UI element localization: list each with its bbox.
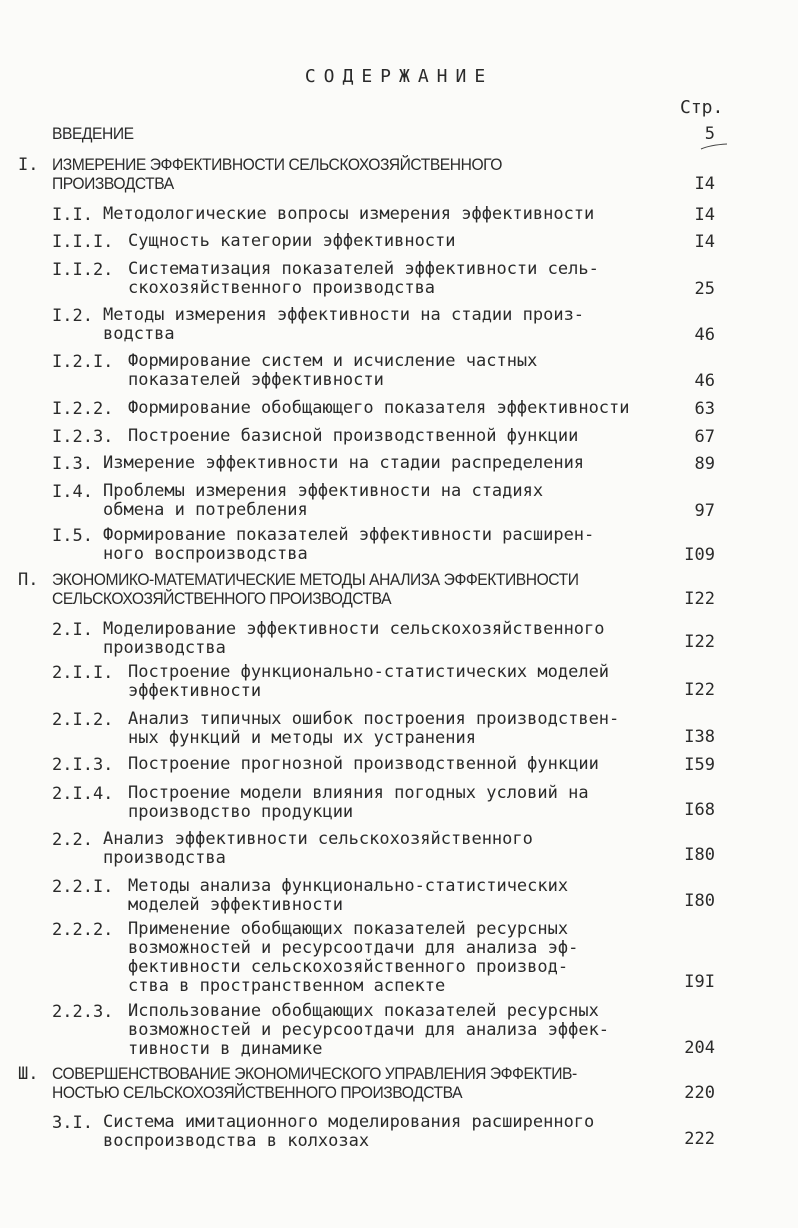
toc-entry-page: I9I [684,972,715,992]
toc-entry-text: Проблемы измерения эффективности на стадиях обмена и потребления [103,481,544,520]
toc-entry-text: Моделирование эффективности сельскохозяйственного производства [103,619,605,658]
toc-entry-number: 2.2. [52,830,93,850]
toc-entry-number: 2.I.3. [52,755,114,775]
toc-entry-text: Формирование показателей эффективности расширен- ного воспроизводства [103,525,595,564]
toc-entry-page: 25 [694,279,715,299]
toc-entry-number: 2.2.I. [52,877,114,897]
toc-entry-number: 3.I. [52,1113,93,1133]
toc-entry-page: I22 [684,680,715,700]
toc-entry-page: I22 [684,632,715,652]
toc-entry-page: 204 [684,1038,715,1058]
pen-mark [700,143,728,151]
toc-entry-text: Формирование обобщающего показателя эффективности [128,398,630,418]
toc-entry-page: I22 [684,589,715,609]
toc-entry-number: I.I.I. [52,232,114,252]
toc-entry-number: I.2. [52,306,93,326]
toc-entry-page: 46 [694,325,715,345]
toc-entry-text: ВВЕДЕНИЕ [52,124,134,143]
toc-entry-page: I4 [694,232,715,252]
toc-entry-text: Система имитационного моделирования расширенного воспроизводства в колхозах [103,1112,595,1151]
toc-entry-text: Построение функционально-статистических моделей эффективности [128,662,610,701]
toc-entry-number: 2.I. [52,620,93,640]
toc-entry-number: П. [18,570,39,590]
toc-entry-text: Анализ эффективности сельскохозяйственного производства [103,829,533,868]
toc-entry-text: Методологические вопросы измерения эффективности [103,204,595,224]
toc-entry-text: Построение базисной производственной функции [128,426,579,446]
toc-title: СОДЕРЖАНИЕ [304,66,494,87]
toc-entry-page: I4 [694,205,715,225]
toc-entry-number: I.2.3. [52,427,114,447]
toc-entry-text: Использование обобщающих показателей ресурсных возможностей и ресурсоотдачи для анализа эффек- тивности в динамике [128,1001,610,1059]
toc-entry-page: I59 [684,755,715,775]
toc-entry-text: Построение прогнозной производственной функции [128,754,599,774]
toc-entry-text: Применение обобщающих показателей ресурсных возможностей и ресурсоотдачи для анализа эф- фективности сельскохозяйственного производ- ства в пространственном аспекте [128,919,579,996]
toc-entry-page: I4 [694,174,715,194]
toc-entry-number: I.I. [52,205,93,225]
toc-entry-page: I80 [684,891,715,911]
toc-entry-number: I.2.I. [52,352,114,372]
toc-entry-number: I.4. [52,482,93,502]
toc-entry-page: I38 [684,727,715,747]
toc-entry-number: I. [18,155,39,175]
toc-entry-page: 222 [684,1129,715,1149]
toc-entry-page: I68 [684,800,715,820]
toc-entry-page: I09 [684,545,715,565]
toc-entry-text: Методы измерения эффективности на стадии произ- водства [103,305,585,344]
toc-entry-text: ИЗМЕРЕНИЕ ЭФФЕКТИВНОСТИ СЕЛЬСКОХОЗЯЙСТВЕННОГО ПРОИЗВОДСТВА [52,155,502,193]
toc-entry-text: Систематизация показателей эффективности сель- скохозяйственного производства [128,259,599,298]
toc-entry-number: I.I.2. [52,260,114,280]
toc-entry-number: I.3. [52,454,93,474]
toc-entry-page: 46 [694,371,715,391]
toc-entry-text: Анализ типичных ошибок построения производствен- ных функций и методы их устранения [128,709,620,748]
toc-entry-text: Измерение эффективности на стадии распределения [103,453,585,473]
toc-entry-text: Построение модели влияния погодных условий на производство продукции [128,783,589,822]
toc-entry-text: Сущность категории эффективности [128,231,456,251]
toc-entry-text: Методы анализа функционально-статистических моделей эффективности [128,876,569,915]
page-column-header: Стр. [680,97,724,118]
toc-entry-page: 5 [704,124,715,144]
toc-entry-number: Ш. [18,1064,39,1084]
toc-entry-number: 2.I.4. [52,784,114,804]
toc-entry-text: ЭКОНОМИКО-МАТЕМАТИЧЕСКИЕ МЕТОДЫ АНАЛИЗА ЭФФЕКТИВНОСТИ СЕЛЬСКОХОЗЯЙСТВЕННОГО ПРОИЗВОДСТВА [52,570,579,608]
toc-entry-number: 2.I.2. [52,710,114,730]
toc-entry-page: 89 [694,454,715,474]
toc-entry-page: 67 [694,427,715,447]
toc-entry-number: 2.2.2. [52,920,114,940]
toc-entry-text: Формирование систем и исчисление частных показателей эффективности [128,351,538,390]
toc-entry-text: СОВЕРШЕНСТВОВАНИЕ ЭКОНОМИЧЕСКОГО УПРАВЛЕНИЯ ЭФФЕКТИВ- НОСТЬЮ СЕЛЬСКОХОЗЯЙСТВЕННОГО ПРОИЗВОДСТВА [52,1064,577,1102]
toc-entry-page: I80 [684,845,715,865]
toc-entry-number: I.2.2. [52,399,114,419]
toc-entry-number: I.5. [52,526,93,546]
toc-entry-number: 2.2.3. [52,1002,114,1022]
toc-entry-page: 220 [684,1083,715,1103]
toc-entry-page: 97 [694,501,715,521]
toc-entry-page: 63 [694,399,715,419]
toc-entry-number: 2.I.I. [52,663,114,683]
